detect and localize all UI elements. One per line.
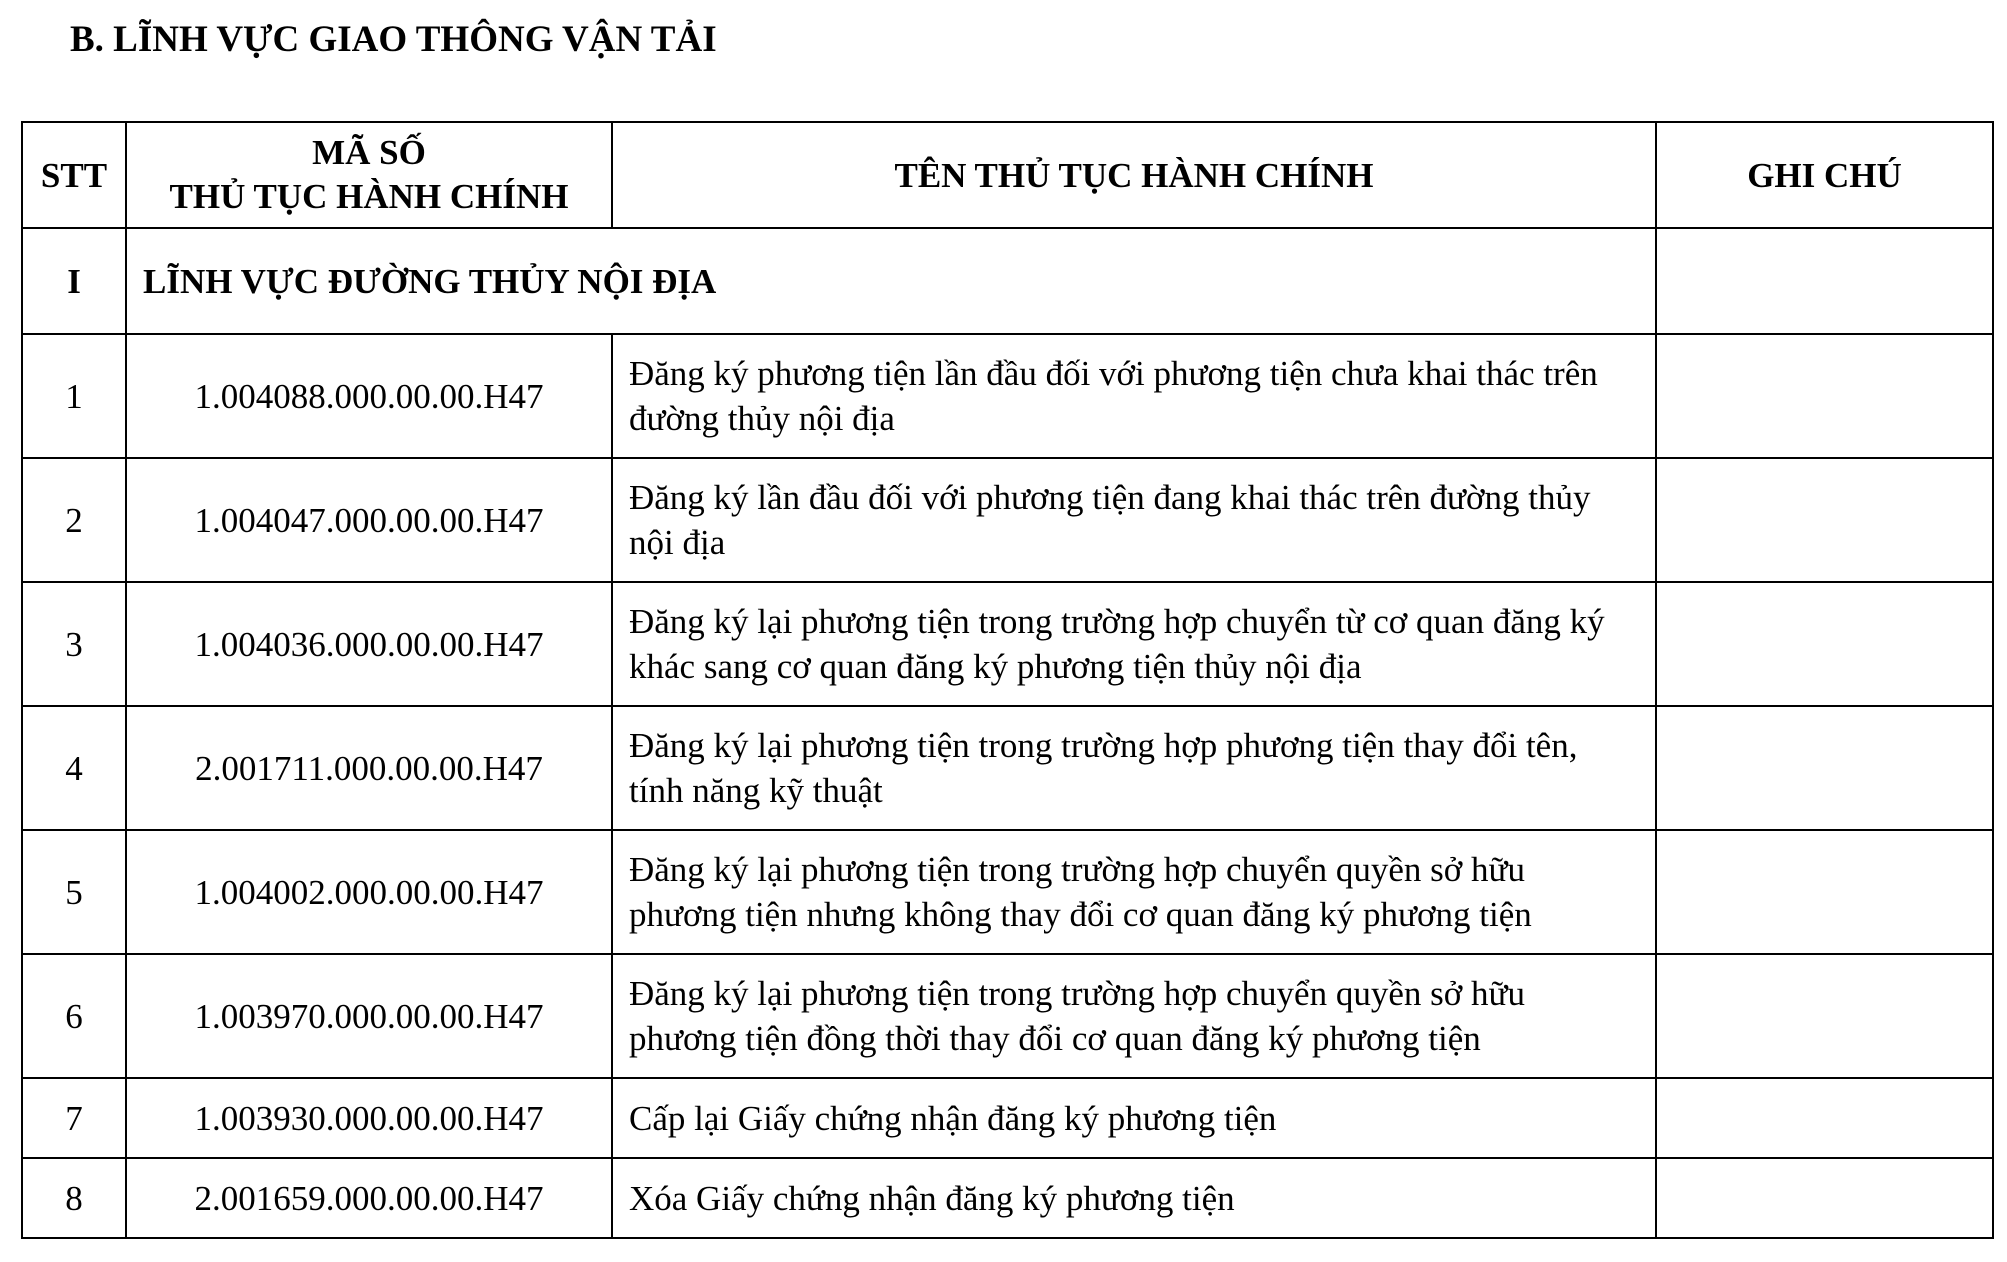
procedures-table bbox=[21, 121, 1994, 1239]
row-stt: 5 bbox=[22, 830, 126, 954]
table-header-row bbox=[22, 122, 1993, 228]
header-code-line2: THỦ TỤC HÀNH CHÍNH bbox=[169, 177, 569, 216]
table-row bbox=[22, 830, 1993, 954]
header-note: GHI CHÚ bbox=[1656, 122, 1993, 228]
table-row bbox=[22, 1158, 1993, 1238]
row-note bbox=[1656, 1078, 1993, 1158]
group-row bbox=[22, 228, 1993, 334]
row-note bbox=[1656, 1158, 1993, 1238]
row-stt: 6 bbox=[22, 954, 126, 1078]
row-note bbox=[1656, 458, 1993, 582]
row-stt: 7 bbox=[22, 1078, 126, 1158]
table-row bbox=[22, 334, 1993, 458]
row-code: 1.004047.000.00.00.H47 bbox=[126, 458, 612, 582]
row-code: 1.004036.000.00.00.H47 bbox=[126, 582, 612, 706]
group-label: LĨNH VỰC ĐƯỜNG THỦY NỘI ĐỊA bbox=[126, 228, 1656, 334]
row-name: Đăng ký phương tiện lần đầu đối với phương tiện chưa khai thác trên đường thủy nội địa bbox=[612, 334, 1656, 458]
group-stt: I bbox=[22, 228, 126, 334]
header-name: TÊN THỦ TỤC HÀNH CHÍNH bbox=[612, 122, 1656, 228]
row-name: Đăng ký lại phương tiện trong trường hợp chuyển quyền sở hữu phương tiện nhưng không thay đổi cơ quan đăng ký phương tiện bbox=[612, 830, 1656, 954]
row-stt: 8 bbox=[22, 1158, 126, 1238]
row-name: Đăng ký lại phương tiện trong trường hợp chuyển từ cơ quan đăng ký khác sang cơ quan đăng ký phương tiện thủy nội địa bbox=[612, 582, 1656, 706]
row-code: 1.004002.000.00.00.H47 bbox=[126, 830, 612, 954]
header-stt: STT bbox=[22, 122, 126, 228]
row-stt: 3 bbox=[22, 582, 126, 706]
row-note bbox=[1656, 954, 1993, 1078]
row-code: 1.003970.000.00.00.H47 bbox=[126, 954, 612, 1078]
row-name: Xóa Giấy chứng nhận đăng ký phương tiện bbox=[612, 1158, 1656, 1238]
row-note bbox=[1656, 334, 1993, 458]
table-row bbox=[22, 954, 1993, 1078]
row-note bbox=[1656, 706, 1993, 830]
header-code-line1: MÃ SỐ bbox=[312, 133, 426, 172]
row-stt: 1 bbox=[22, 334, 126, 458]
group-note bbox=[1656, 228, 1993, 334]
row-code: 1.003930.000.00.00.H47 bbox=[126, 1078, 612, 1158]
row-code: 2.001711.000.00.00.H47 bbox=[126, 706, 612, 830]
row-stt: 2 bbox=[22, 458, 126, 582]
table-row bbox=[22, 458, 1993, 582]
section-title: B. LĨNH VỰC GIAO THÔNG VẬN TẢI bbox=[70, 19, 717, 60]
row-note bbox=[1656, 582, 1993, 706]
row-code: 2.001659.000.00.00.H47 bbox=[126, 1158, 612, 1238]
table-row bbox=[22, 1078, 1993, 1158]
table-row bbox=[22, 706, 1993, 830]
table-row bbox=[22, 582, 1993, 706]
header-code bbox=[126, 122, 612, 228]
row-name: Cấp lại Giấy chứng nhận đăng ký phương tiện bbox=[612, 1078, 1656, 1158]
row-name: Đăng ký lại phương tiện trong trường hợp chuyển quyền sở hữu phương tiện đồng thời thay đổi cơ quan đăng ký phương tiện bbox=[612, 954, 1656, 1078]
row-name: Đăng ký lại phương tiện trong trường hợp phương tiện thay đổi tên, tính năng kỹ thuật bbox=[612, 706, 1656, 830]
row-note bbox=[1656, 830, 1993, 954]
row-code: 1.004088.000.00.00.H47 bbox=[126, 334, 612, 458]
row-name: Đăng ký lần đầu đối với phương tiện đang khai thác trên đường thủy nội địa bbox=[612, 458, 1656, 582]
row-stt: 4 bbox=[22, 706, 126, 830]
